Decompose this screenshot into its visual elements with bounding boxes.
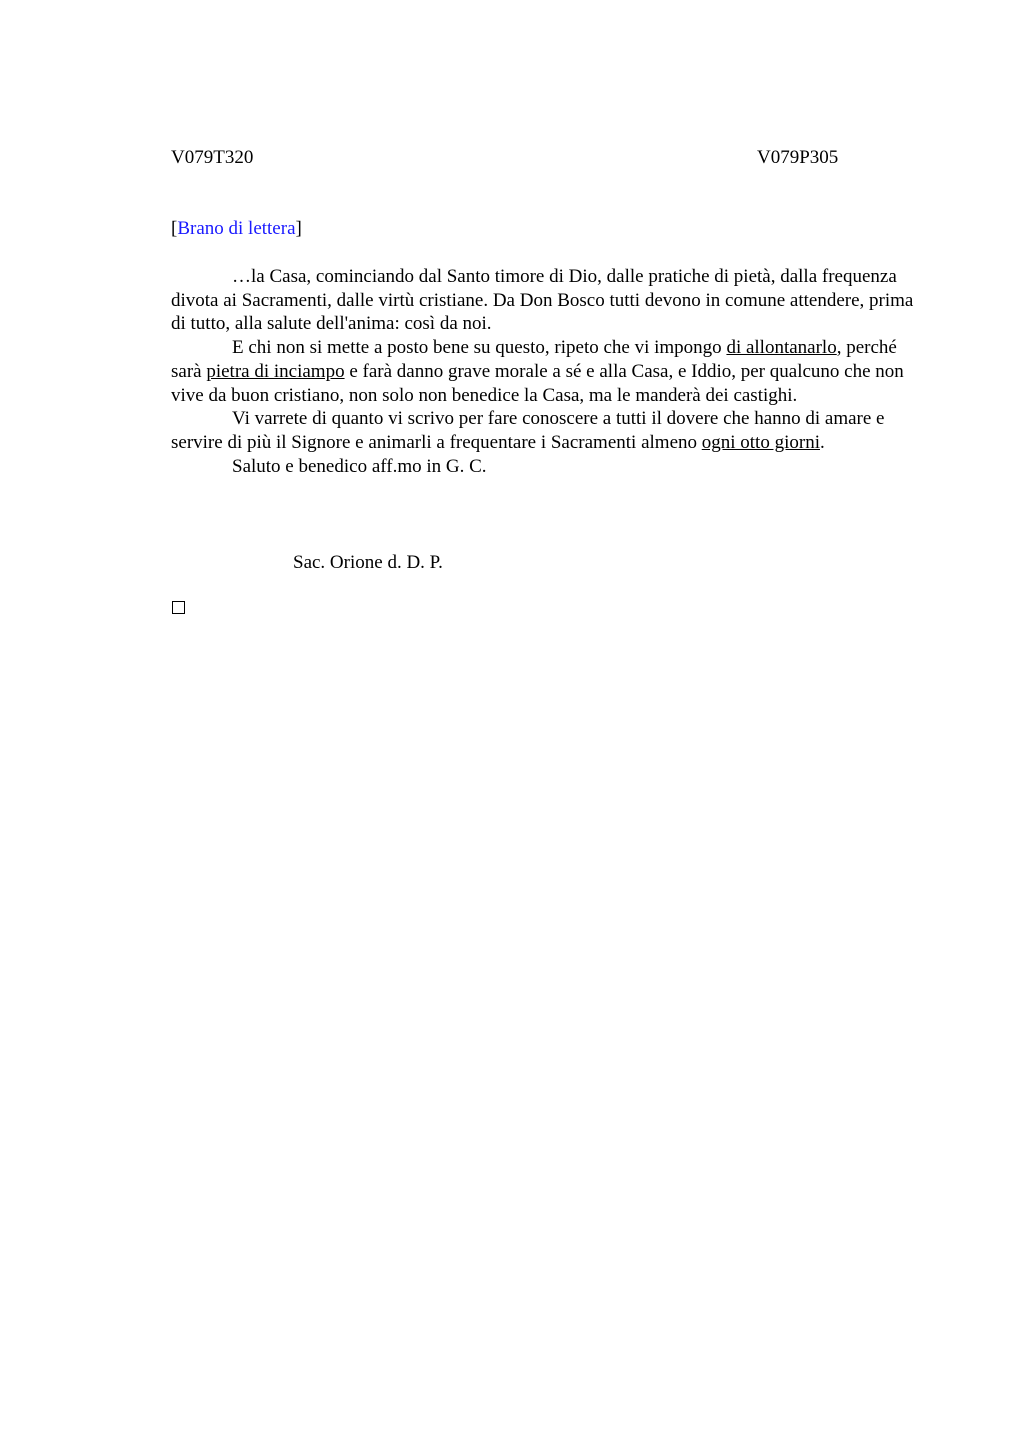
bracket-open: [ xyxy=(171,218,178,239)
paragraph-1: …la Casa, cominciando dal Santo timore di Dio, dalle pratiche di pietà, dalla frequenza divota ai Sacramenti, dalle virtù cristiane. Da Don Bosco tutti devono in comune attendere, prima di tutto, alla salute dell'anima: così da noi. xyxy=(171,266,914,335)
heading-title: Brano di lettera xyxy=(177,218,296,239)
letter-heading xyxy=(171,217,302,241)
document-code-right: V079P305 xyxy=(757,147,839,168)
paragraph-3-text-b: . xyxy=(819,431,825,453)
paragraph-2-text-b: , perché sarà xyxy=(171,337,897,382)
underlined-phrase-allontanarlo: di allontanarlo xyxy=(726,337,837,359)
paragraph-3 xyxy=(171,407,931,454)
paragraph-2-text-a: E chi non si mette a posto bene su questo, ripeto che vi impongo xyxy=(232,337,727,359)
paragraph-2-text-c: e farà danno grave morale a sé e alla Casa, e Iddio, per qualcuno che non vive da buon cristiano, non solo non benedice la Casa, ma le manderà dei castighi. xyxy=(171,360,904,406)
paragraph-3-text-a: Vi varrete di quanto vi scrivo per fare conoscere a tutti il dovere che hanno di amare e servire di più il Signore e animarli a frequentare i Sacramenti almeno xyxy=(171,408,885,453)
bracket-close: ] xyxy=(295,218,302,239)
paragraph-2 xyxy=(171,336,931,407)
letter-body xyxy=(171,265,931,478)
document-code-left: V079T320 xyxy=(171,147,254,168)
underlined-phrase-inciampo: pietra di inciampo xyxy=(206,360,345,382)
signature: Sac. Orione d. D. P. xyxy=(293,552,443,573)
paragraph-4: Saluto e benedico aff.mo in G. C. xyxy=(232,455,487,477)
checkbox-square-icon xyxy=(172,601,185,614)
underlined-phrase-ogni-otto-giorni: ogni otto giorni xyxy=(701,431,820,453)
